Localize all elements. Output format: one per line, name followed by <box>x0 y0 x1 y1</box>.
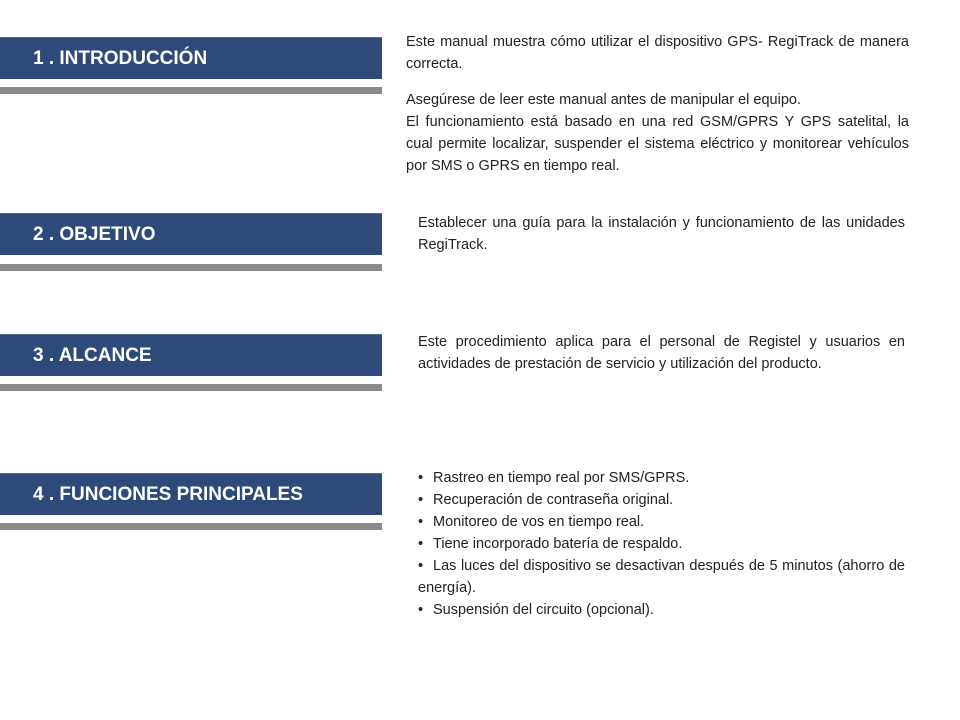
section-1-title: 1 . INTRODUCCIÓN <box>33 47 208 69</box>
section-4-body <box>418 467 905 621</box>
section-2-body <box>418 212 905 256</box>
section-3-divider <box>0 384 382 391</box>
section-1-paragraph: Asegúrese de leer este manual antes de manipular el equipo. <box>406 92 801 108</box>
section-2-divider <box>0 264 382 271</box>
bullet-icon: • <box>418 470 424 486</box>
section-4-title: 4 . FUNCIONES PRINCIPALES <box>33 483 303 505</box>
bullet-icon: • <box>418 492 424 508</box>
section-4-header <box>0 473 382 515</box>
list-item: • Suspensión del circuito (opcional). <box>418 599 905 621</box>
section-1-paragraph: Este manual muestra cómo utilizar el dispositivo GPS- RegiTrack de manera correcta. <box>406 34 909 72</box>
section-1-body <box>406 31 909 177</box>
bullet-icon: • <box>418 558 424 574</box>
list-item: • Tiene incorporado batería de respaldo. <box>418 533 905 555</box>
section-1-header <box>0 37 382 79</box>
bullet-icon: • <box>418 602 424 618</box>
section-3-header <box>0 334 382 376</box>
list-item: • Rastreo en tiempo real por SMS/GPRS. <box>418 467 905 489</box>
list-item: • Las luces del dispositivo se desactivan después de 5 minutos (ahorro de energía). <box>418 555 905 599</box>
section-3-title: 3 . ALCANCE <box>33 344 152 366</box>
section-1-paragraph: El funcionamiento está basado en una red GSM/GPRS Y GPS satelital, la cual permite localizar, suspender el sistema eléctrico y monitorear vehículos por SMS o GPRS en tiempo real. <box>406 114 909 174</box>
list-item: • Recuperación de contraseña original. <box>418 489 905 511</box>
section-1-divider <box>0 87 382 94</box>
section-3-body <box>418 331 905 375</box>
section-2-title: 2 . OBJETIVO <box>33 223 156 245</box>
section-2-header <box>0 213 382 255</box>
bullet-icon: • <box>418 514 424 530</box>
functions-list <box>418 467 905 621</box>
section-3-paragraph: Este procedimiento aplica para el personal de Registel y usuarios en actividades de prestación de servicio y utilización del producto. <box>418 334 905 372</box>
section-4-divider <box>0 523 382 530</box>
section-2-paragraph: Establecer una guía para la instalación y funcionamiento de las unidades RegiTrack. <box>418 215 905 253</box>
bullet-icon: • <box>418 536 424 552</box>
list-item: • Monitoreo de vos en tiempo real. <box>418 511 905 533</box>
